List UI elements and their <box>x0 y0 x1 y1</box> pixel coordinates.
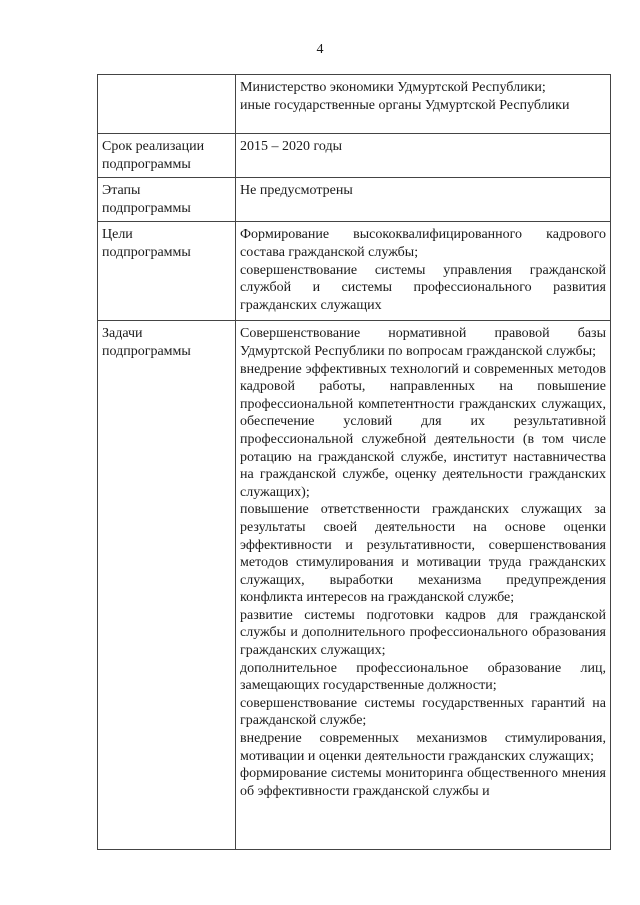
term-label-line-1: Срок реализации <box>102 139 205 154</box>
executors-value-cell <box>236 75 611 134</box>
subprogram-passport-table <box>97 74 611 850</box>
tasks-label-line-2: подпрограммы <box>102 343 191 359</box>
table-row-goals <box>98 222 611 321</box>
task-item: Совершенствование нормативной правовой базы Удмуртской Республики по вопросам гражданской службы; <box>240 326 606 359</box>
task-item: формирование системы мониторинга общественного мнения об эффективности гражданской службы и <box>240 766 606 799</box>
task-item: развитие системы подготовки кадров для гражданской службы и дополнительного профессионального образования гражданских служащих; <box>240 607 606 659</box>
term-label-cell <box>98 134 236 178</box>
task-item: повышение ответственности гражданских служащих за результаты своей деятельности на основе оценки эффективности и результативности, совершенствования методов стимулирования и мотивации труда гражданских служащих, выработки механизма предупреждения конфликта интересов на гражданской службе; <box>240 502 606 606</box>
executors-label-cell <box>98 75 236 134</box>
table-row-tasks <box>98 321 611 850</box>
term-value-cell: 2015 – 2020 годы <box>236 134 611 178</box>
executor-line-2: иные государственные органы Удмуртской Республики <box>240 97 570 113</box>
stages-label-line-1: Этапы <box>102 183 141 199</box>
stages-value-cell: Не предусмотрены <box>236 178 611 222</box>
goals-value-cell <box>236 222 611 321</box>
page-number: 4 <box>316 42 324 57</box>
term-label-line-2: подпрограммы <box>102 156 191 172</box>
table-row-executors <box>98 75 611 134</box>
executor-line-1: Министерство экономики Удмуртской Республики; <box>240 80 546 95</box>
task-item: внедрение современных механизмов стимулирования, мотивации и оценки деятельности гражданских служащих; <box>240 731 606 764</box>
task-item: дополнительное профессиональное образование лиц, замещающих государственные должности; <box>240 660 606 694</box>
stages-label-cell <box>98 178 236 222</box>
task-item: внедрение эффективных технологий и современных методов кадровой работы, направленных на повышение профессиональной компетентности гражданских служащих, обеспечение условий для их результативной профессиональной служебной деятельности (в том числе ротацию на гражданской службе, институт наставничества на гражданской службе, оценку деятельности гражданских служащих); <box>240 361 606 500</box>
goals-label-line-1: Цели <box>102 227 133 243</box>
tasks-label-cell <box>98 321 236 850</box>
table-row-term <box>98 134 611 178</box>
task-item: совершенствование системы государственных гарантий на гражданской службе; <box>240 695 606 729</box>
stages-label-line-2: подпрограммы <box>102 200 191 216</box>
goals-label-cell <box>98 222 236 321</box>
goals-label-line-2: подпрограммы <box>102 244 191 260</box>
tasks-value-cell <box>236 321 611 850</box>
tasks-label-line-1: Задачи <box>102 326 143 342</box>
goal-item: совершенствование системы управления гражданской службой и системы профессионального развития гражданских служащих <box>240 262 606 313</box>
goal-item: Формирование высококвалифицированного кадрового состава гражданской службы; <box>240 227 606 260</box>
table-row-stages <box>98 178 611 222</box>
